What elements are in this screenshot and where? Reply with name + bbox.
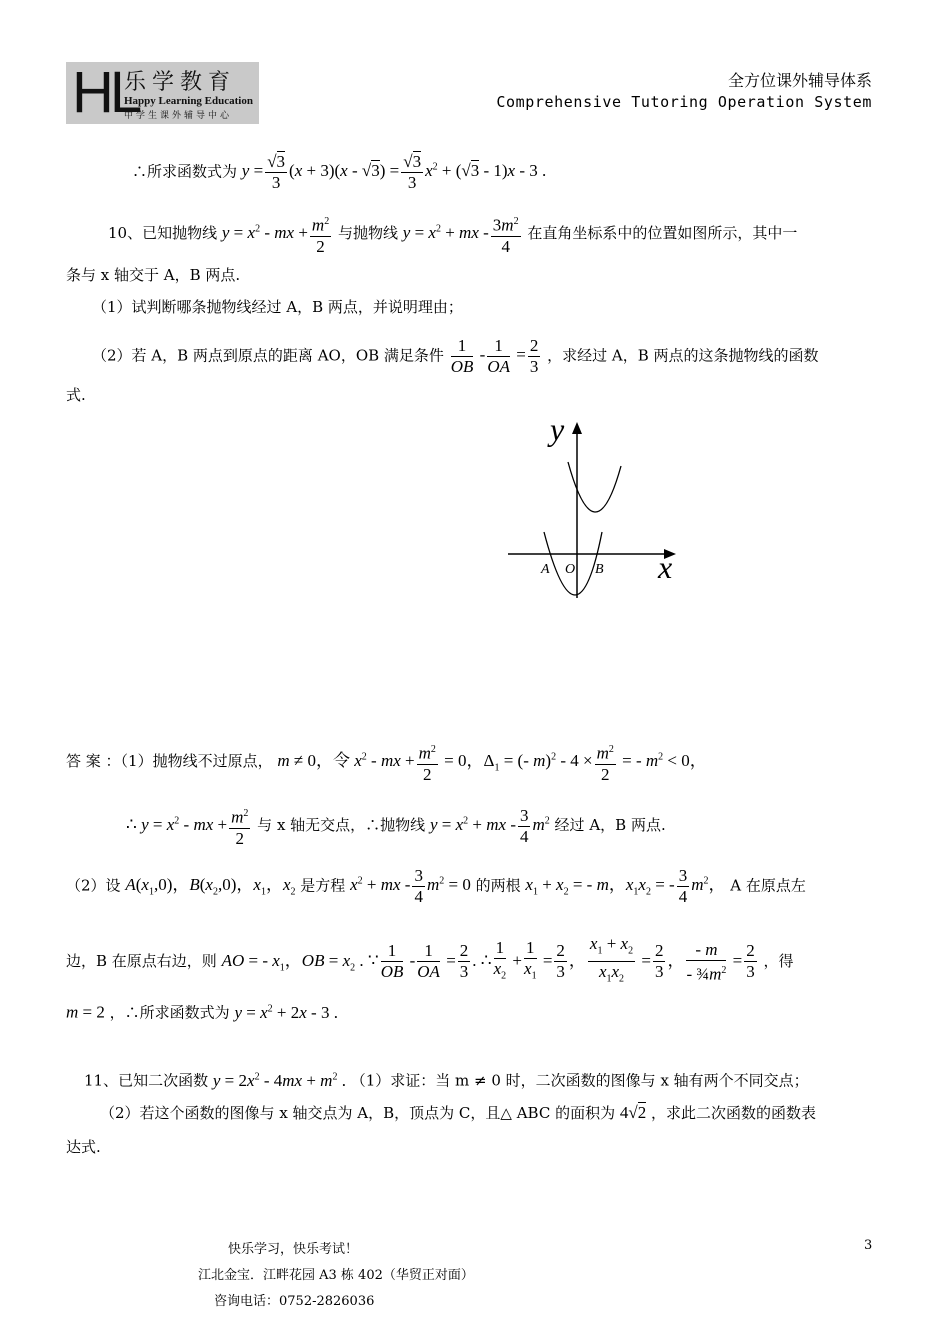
page-number: 3 <box>864 1238 873 1253</box>
x-axis-label: x <box>658 549 673 585</box>
q11-line1: 11、已知二次函数 $y = 2x^2 - 4mx + m^2$ . （1）求证：当 m ≠ 0 时，二次函数的图像与 x 轴有两个不同交点； <box>84 1070 809 1090</box>
footer-slogan: 快乐学习，快乐考试！ <box>228 1242 359 1257</box>
answer-label: 答 案 ：（1）抛物线不过原点， <box>66 752 273 771</box>
answer2-line2: 边，B 在原点右边，则 AO = - $x_1$，OB = $x_2$ . ∵ $\frac{1}{OB}$ - $\frac{1}{OA}$ = $\frac{2}{3}$ . ∴ $\frac{1}{x_2}$ + $\frac{1}{x_1}$ = $\frac{2}{3}$ ， $\frac{x_1 + x_2}{x_1x_2}$ = $\frac{2}{3}$ ， $\frac{- m}{- \frac{3}{4}m^2}$ = $\frac{2}{3}$ ，得 <box>66 934 794 985</box>
answer2-line3: m = 2 ，∴所求函数式为 $y = x^2 + 2x - 3$ . <box>66 1002 338 1022</box>
logo-name-en: Happy Learning Education <box>124 95 253 107</box>
q10-line1: 10、已知抛物线 $y = x^2$ - mx + $\frac{m^2}{2}$ 与抛物线 $y = x^2$ + mx - $\frac{3m^2}{4}$ 在直角坐标系中的位置如图所示，其中一 <box>108 212 797 257</box>
logo <box>66 62 259 124</box>
q11-part2-b: ，求此二次函数的函数表 <box>651 1104 817 1122</box>
y-axis-arrow <box>572 422 582 434</box>
q11-part2-a: （2）若这个函数的图像与 x 轴交点为 A，B，顶点为 C，且△ ABC 的面积为 <box>100 1104 616 1122</box>
q10-mid: 与抛物线 <box>337 224 398 243</box>
q10-intro: 10、已知抛物线 <box>108 224 218 243</box>
q11-tail: （1）求证：当 m ≠ 0 时，二次函数的图像与 x 轴有两个不同交点； <box>350 1071 809 1090</box>
answer-line1: 答 案 ：（1）抛物线不过原点， m ≠ 0，令 $x^2$ - mx + $\frac{m^2}{2}$ = 0，$\Delta_1$ = (- m)$^2$ - 4 × $\frac{m^2}{2}$ = - $m^2 < 0$， <box>66 740 707 785</box>
answer2-b: 是方程 <box>300 876 346 895</box>
q10-part2-a: （2）若 A，B 两点到原点的距离 AO，OB 满足条件 <box>92 346 444 365</box>
q10-part2-c: 式. <box>66 386 86 404</box>
y-axis-label: y <box>550 411 565 447</box>
answer-line2-tail: 经过 A，B 两点. <box>554 816 666 835</box>
prev-conclusion: ∴所求函数式为 y = $\frac{√3}{3}$ (x + 3)(x - √3) = $\frac{√3}{3}$ $x^2 + (√3 - 1)x - 3$ . <box>132 152 547 192</box>
answer2-d: A 在原点左 <box>730 876 806 895</box>
point-b-label: B <box>595 562 604 577</box>
answer2-line2-end: ，得 <box>763 951 794 970</box>
parabola-figure <box>500 410 700 610</box>
q10-tail: 在直角坐标系中的位置如图所示，其中一 <box>527 224 798 243</box>
answer-line2: ∴ $y = x^2$ - mx + $\frac{m^2}{2}$ 与 x 轴无交点，∴抛物线 $y = x^2$ + mx - $\frac{3}{4}$ $m^2$ 经过 A，B 两点. <box>126 805 666 848</box>
logo-letters: HL <box>72 60 139 125</box>
answer2-c: 的两根 <box>475 876 521 895</box>
prev-conclusion-text: ∴所求函数式为 <box>132 162 238 181</box>
footer-address: 江北金宝．江畔花园 A3 栋 402（华贸正对面） <box>198 1268 474 1283</box>
logo-name-cn: 乐学教育 <box>124 70 237 95</box>
q11-intro: 11、已知二次函数 <box>84 1071 209 1090</box>
header-title-cn: 全方位课外辅导体系 <box>727 71 872 90</box>
answer2-a: （2）设 <box>66 876 121 895</box>
point-o-label: O <box>565 562 576 577</box>
q10-line2: 条与 x 轴交于 A，B 两点. <box>66 266 241 284</box>
answer2-line1: （2）设 $A(x_1,0)$，$B(x_2,0)$，$x_1$，$x_2$ 是方程 $x^2$ + mx - $\frac{3}{4}$ $m^2 = 0$ 的两根 $x_1 + x_2$ = - m，$x_1x_2$ = - $\frac{3}{4}$ $m^2$， A 在原点左 <box>66 866 806 906</box>
q11-part2-c: 达式. <box>66 1138 101 1156</box>
answer2-line2-a: 边，B 在原点右边，则 <box>66 951 217 970</box>
answer-line2-mid: 与 x 轴无交点，∴抛物线 <box>257 816 426 835</box>
footer-phone: 咨询电话：0752-2826036 <box>214 1294 375 1309</box>
point-a-label: A <box>541 562 550 577</box>
logo-subtitle: 中学生课外辅导中心 <box>124 111 233 121</box>
header-title-en: Comprehensive Tutoring Operation System <box>496 93 872 111</box>
upper-parabola <box>568 462 621 512</box>
answer2-line3-text: ，∴所求函数式为 <box>109 1003 230 1022</box>
q10-part2-b: ，求经过 A，B 两点的这条抛物线的函数 <box>547 346 819 365</box>
q11-part2: （2）若这个函数的图像与 x 轴交点为 A，B，顶点为 C，且△ ABC 的面积为 4√2 ，求此二次函数的函数表 <box>100 1103 817 1122</box>
q10-part2: （2）若 A，B 两点到原点的距离 AO，OB 满足条件 $\frac{1}{OB}$ - $\frac{1}{OA}$ = $\frac{2}{3}$ ，求经过 A，B 两点的这条抛物线的函数 <box>92 336 819 376</box>
q10-part1: （1）试判断哪条抛物线经过 A，B 两点，并说明理由； <box>92 298 463 316</box>
